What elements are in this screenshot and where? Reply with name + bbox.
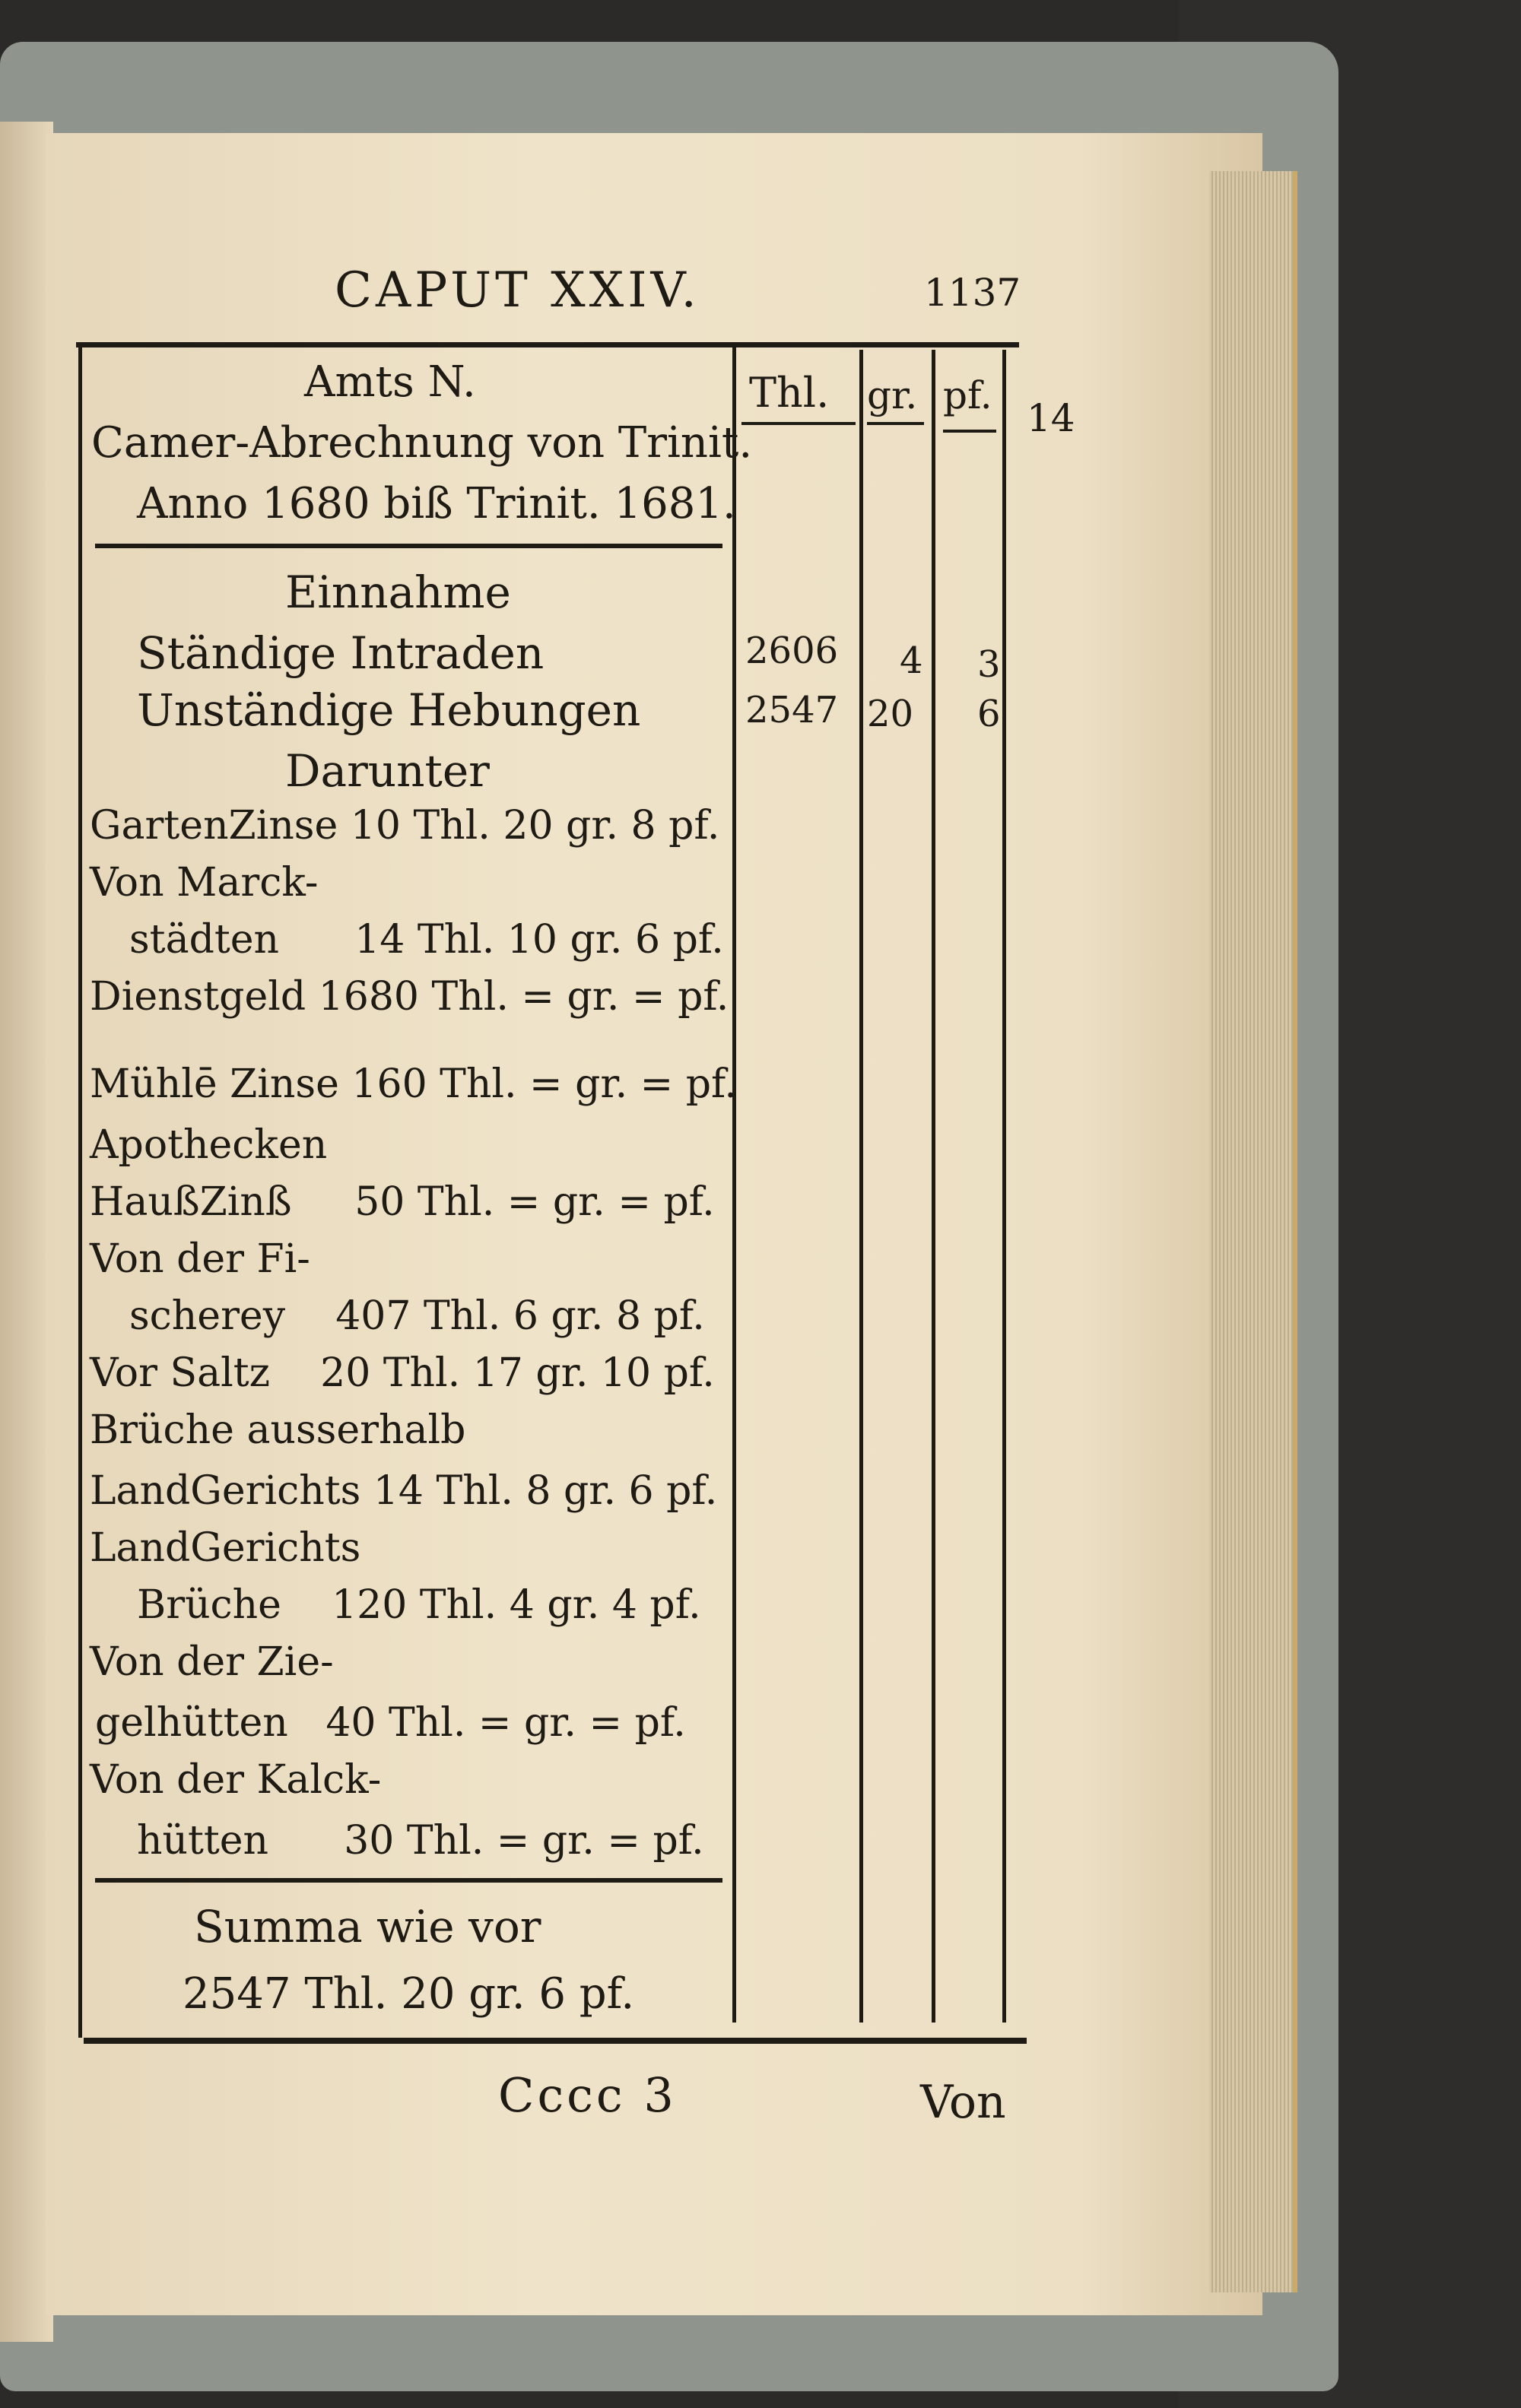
list-item: LandGerichts 14 Thl. 8 gr. 6 pf. — [90, 1468, 718, 1514]
thl-underline — [741, 422, 856, 425]
row-gr: 4 — [900, 639, 923, 682]
header-gr: gr. — [867, 373, 918, 417]
summa-line-2: 2547 Thl. 20 gr. 6 pf. — [183, 1969, 635, 2019]
header-thl: Thl. — [749, 369, 830, 417]
row-label: Ständige Intraden — [137, 627, 545, 679]
top-rule — [76, 342, 1019, 347]
darunter-heading: Darunter — [285, 745, 490, 797]
row-pf: 6 — [977, 693, 1001, 735]
page-fore-edge — [1209, 171, 1297, 2292]
row-label: Unständige Hebungen — [137, 684, 641, 736]
title-line-2: Camer-Abrechnung von Trinit. — [91, 418, 753, 468]
summa-line-1: Summa wie vor — [194, 1901, 541, 1953]
row-thl: 2606 — [745, 630, 839, 672]
list-item: LandGerichts — [90, 1525, 361, 1571]
sum-rule — [95, 1878, 722, 1883]
col-divider-pf — [932, 350, 935, 2023]
list-item: Mühlē Zinse 160 Thl. = gr. = pf. — [90, 1061, 737, 1107]
bottom-rule — [84, 2038, 1027, 2044]
title-line-3: Anno 1680 biß Trinit. 1681. — [137, 479, 736, 528]
list-item: Brüche ausserhalb — [90, 1407, 466, 1453]
list-item: Brüche 120 Thl. 4 gr. 4 pf. — [137, 1582, 701, 1628]
col-divider-gr — [859, 350, 863, 2023]
signature-mark: Cccc 3 — [498, 2067, 677, 2123]
list-item: hütten 30 Thl. = gr. = pf. — [137, 1818, 704, 1864]
running-title: CAPUT XXIV. — [335, 262, 700, 319]
list-item: Von der Zie- — [90, 1639, 334, 1685]
right-border — [1002, 350, 1006, 2023]
list-item: gelhütten 40 Thl. = gr. = pf. — [95, 1700, 686, 1746]
list-item: Von Marck- — [90, 860, 319, 906]
list-item: Von der Fi- — [90, 1236, 310, 1282]
list-item: Vor Saltz 20 Thl. 17 gr. 10 pf. — [90, 1350, 715, 1396]
left-border — [78, 346, 82, 2038]
page-number: 1137 — [924, 271, 1021, 315]
list-item: HaußZinß 50 Thl. = gr. = pf. — [90, 1179, 715, 1225]
list-item: Dienstgeld 1680 Thl. = gr. = pf. — [90, 974, 729, 1020]
list-item: scherey 407 Thl. 6 gr. 8 pf. — [129, 1293, 705, 1339]
catchword: Von — [920, 2076, 1006, 2129]
pf-underline — [943, 430, 996, 433]
header-pf: pf. — [943, 373, 992, 417]
title-rule — [95, 544, 722, 548]
row-gr: 20 — [867, 693, 914, 735]
col-divider-thl — [732, 346, 736, 2023]
list-item: städten 14 Thl. 10 gr. 6 pf. — [129, 917, 724, 963]
row-thl: 2547 — [745, 689, 839, 731]
margin-note: 14 — [1027, 396, 1075, 440]
list-item: Apothecken — [90, 1122, 328, 1168]
title-line-1: Amts N. — [304, 357, 476, 407]
row-pf: 3 — [977, 643, 1001, 686]
list-item: GartenZinse 10 Thl. 20 gr. 8 pf. — [90, 803, 720, 849]
gr-underline — [867, 422, 924, 425]
einnahme-heading: Einnahme — [285, 566, 511, 618]
list-item: Von der Kalck- — [90, 1757, 382, 1803]
